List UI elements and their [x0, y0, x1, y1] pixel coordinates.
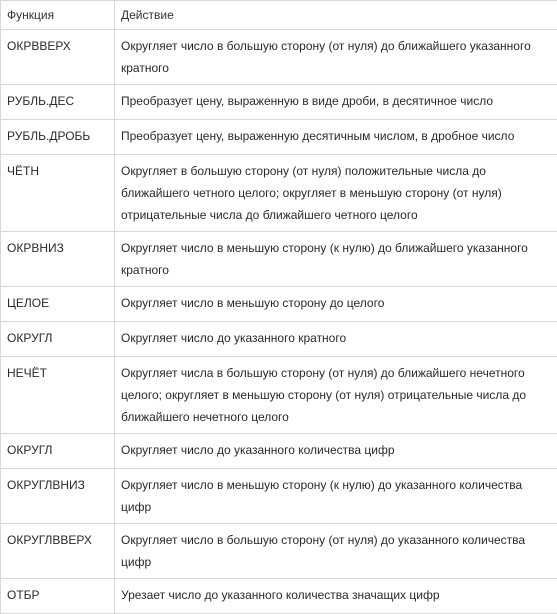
function-description: Округляет в большую сторону (от нуля) положительные числа до ближайшего четного целого; округляет в меньшую сторону (от нуля) отрицательные числа до ближайшего четного целого — [115, 155, 557, 232]
function-description: Округляет число в большую сторону (от нуля) до указанного количества цифр — [115, 524, 557, 579]
table-row — [1, 524, 557, 579]
table-row — [1, 155, 557, 232]
function-name: ОКРУГЛ — [1, 322, 115, 357]
function-description: Округляет число до указанного кратного — [115, 322, 557, 357]
function-name: ОКРВВЕРХ — [1, 30, 115, 85]
table-row — [1, 232, 557, 287]
table-row — [1, 469, 557, 524]
table-row — [1, 579, 557, 614]
function-description: Округляет число в меньшую сторону до целого — [115, 287, 557, 322]
table-row — [1, 120, 557, 155]
function-name: ОКРУГЛВВЕРХ — [1, 524, 115, 579]
function-description: Округляет число в большую сторону (от нуля) до ближайшего указанного кратного — [115, 30, 557, 85]
function-description: Преобразует цену, выраженную десятичным числом, в дробное число — [115, 120, 557, 155]
table-row — [1, 322, 557, 357]
table-row — [1, 434, 557, 469]
table-row — [1, 357, 557, 434]
function-description: Округляет число до указанного количества цифр — [115, 434, 557, 469]
function-name: ОТБР — [1, 579, 115, 614]
function-name: ЦЕЛОЕ — [1, 287, 115, 322]
table-row — [1, 30, 557, 85]
function-description: Округляет число в меньшую сторону (к нулю) до ближайшего указанного кратного — [115, 232, 557, 287]
header-action: Действие — [115, 1, 557, 30]
table-row — [1, 85, 557, 120]
function-description: Округляет число в меньшую сторону (к нулю) до указанного количества цифр — [115, 469, 557, 524]
table-header-row — [1, 1, 557, 30]
function-description: Урезает число до указанного количества значащих цифр — [115, 579, 557, 614]
function-name: ЧЁТН — [1, 155, 115, 232]
table-row — [1, 287, 557, 322]
function-name: НЕЧЁТ — [1, 357, 115, 434]
function-name: ОКРУГЛВНИЗ — [1, 469, 115, 524]
header-function: Функция — [1, 1, 115, 30]
function-name: РУБЛЬ.ДЕС — [1, 85, 115, 120]
function-description: Округляет числа в большую сторону (от нуля) до ближайшего нечетного целого; округляет в меньшую сторону (от нуля) отрицательные числа до ближайшего нечетного целого — [115, 357, 557, 434]
function-description: Преобразует цену, выраженную в виде дроби, в десятичное число — [115, 85, 557, 120]
function-name: ОКРУГЛ — [1, 434, 115, 469]
function-name: ОКРВНИЗ — [1, 232, 115, 287]
function-name: РУБЛЬ.ДРОБЬ — [1, 120, 115, 155]
